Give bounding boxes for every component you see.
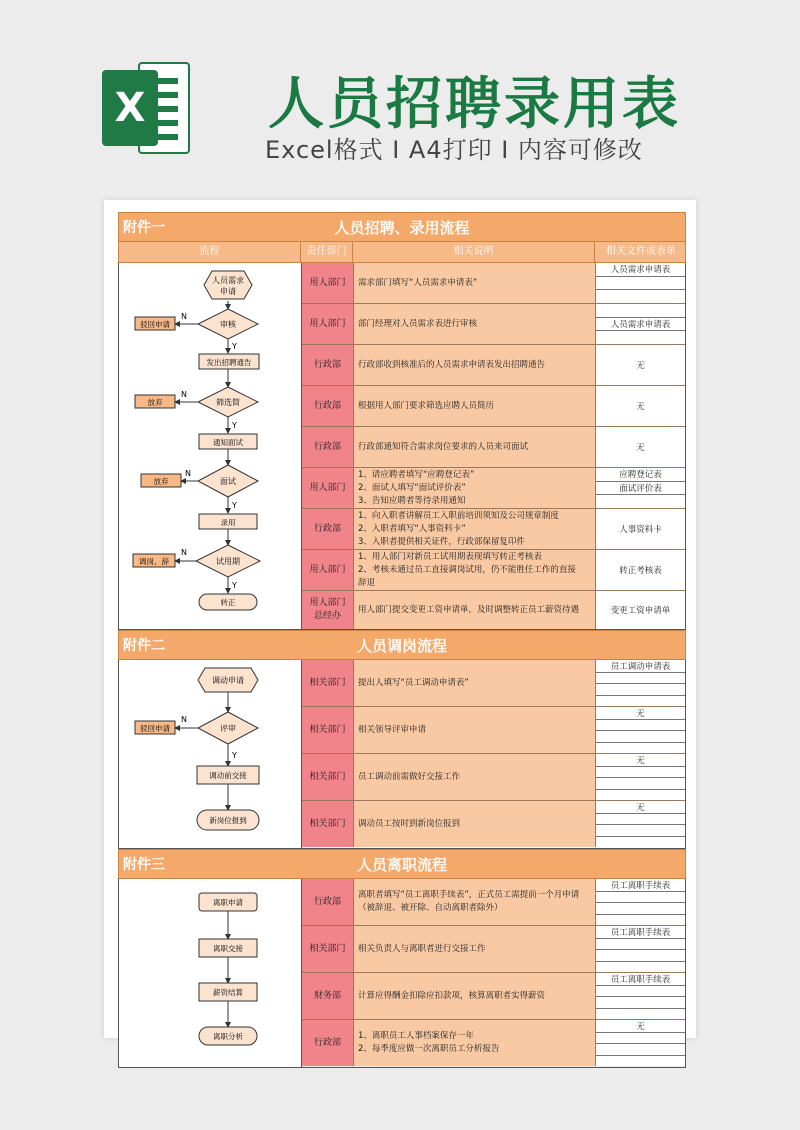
- docs-cell: [596, 754, 685, 800]
- dept-cell: 相关部门: [302, 801, 354, 847]
- table-row: [302, 263, 685, 304]
- dept-cell: 行政部: [302, 345, 354, 385]
- desc-line: 需求部门填写“人员需求申请表”: [358, 277, 478, 288]
- flow-reject: 驳回申请: [140, 724, 170, 733]
- col-desc: 相关说明: [353, 242, 595, 262]
- doc-entry: 面试评价表: [596, 482, 685, 496]
- doc-entry: 人员需求申请表: [596, 318, 685, 332]
- flow-report: 新岗位报到: [209, 816, 247, 825]
- doc-entry: [596, 939, 685, 950]
- svg-text:N: N: [181, 390, 187, 399]
- doc-entry: [596, 986, 685, 997]
- rows-recruit: [302, 263, 685, 629]
- svg-text:Y: Y: [232, 751, 237, 760]
- svg-text:Y: Y: [232, 342, 237, 351]
- desc-line: 计算应得酬金扣除应扣款项，核算离职者实得薪资: [358, 990, 546, 1001]
- rows-transfer: [302, 660, 685, 848]
- section-header-2: [118, 630, 686, 660]
- docs-cell: [596, 591, 685, 629]
- page-header: [0, 0, 800, 200]
- doc-entry: [596, 304, 685, 318]
- flow-analysis: 离职分析: [213, 1032, 243, 1041]
- section-label: 附件一: [123, 220, 165, 236]
- svg-text:Y: Y: [232, 421, 237, 430]
- section-label: 附件三: [123, 857, 165, 873]
- desc-line: 用人部门提交变更工资申请单，及时调整转正员工薪资待遇: [358, 604, 580, 615]
- docs-cell: [596, 879, 685, 925]
- docs-cell: [596, 707, 685, 753]
- flowchart-recruit: [119, 263, 302, 629]
- dept-cell: 用人部门: [302, 468, 354, 508]
- dept-cell: 行政部: [302, 386, 354, 426]
- desc-cell: [354, 707, 596, 753]
- doc-entry: 无: [596, 707, 685, 720]
- table-row: [302, 427, 685, 468]
- docs-cell: [596, 427, 685, 467]
- table-row: [302, 754, 685, 801]
- desc-line: 员工调动前需做好交接工作: [358, 771, 461, 782]
- flow-start: 离职申请: [213, 898, 243, 907]
- rows-resign: [302, 879, 685, 1067]
- doc-entry: [596, 825, 685, 836]
- table-row: [302, 304, 685, 345]
- dept-cell: 相关部门: [302, 926, 354, 972]
- section-header-3: [118, 849, 686, 879]
- desc-line: 1、用人部门对新员工试用期表现填写转正考核表: [358, 551, 542, 562]
- svg-text:N: N: [181, 312, 187, 321]
- doc-entry: [596, 1044, 685, 1055]
- page-title: 人员招聘录用表: [268, 72, 681, 137]
- desc-cell: [354, 386, 596, 426]
- doc-entry: [596, 778, 685, 789]
- doc-entry: [596, 767, 685, 778]
- docs-cell: [596, 304, 685, 344]
- section-header-1: [118, 212, 686, 242]
- doc-entry: [596, 814, 685, 825]
- desc-line: 提出人填写“员工调动申请表”: [358, 677, 469, 688]
- dept-cell: 相关部门: [302, 660, 354, 706]
- flow-giveup-1: 放弃: [147, 398, 163, 407]
- docs-cell: [596, 509, 685, 549]
- flow-screen: 筛选简: [216, 398, 240, 407]
- flow-review: 审核: [220, 320, 236, 329]
- section-body-1: [118, 263, 686, 630]
- flow-settle: 薪资结算: [213, 988, 243, 997]
- table-row: [302, 509, 685, 550]
- docs-cell: [596, 926, 685, 972]
- docs-cell: [596, 345, 685, 385]
- desc-cell: [354, 263, 596, 303]
- col-dept: 责任部门: [301, 242, 353, 262]
- flow-regular: 转正: [220, 598, 236, 607]
- doc-entry: 无: [596, 801, 685, 814]
- table-row: [302, 1020, 685, 1066]
- desc-line: 3、告知应聘者等待录用通知: [358, 495, 466, 506]
- dept-cell: 行政部: [302, 879, 354, 925]
- docs-cell: [596, 263, 685, 303]
- doc-entry: [596, 277, 685, 291]
- desc-line: 2、每季度应做一次离职员工分析报告: [358, 1044, 500, 1054]
- flow-probation: 试用期: [216, 557, 240, 566]
- desc-line: （被辞退、被开除、自动离职者除外）: [358, 903, 503, 913]
- desc-line: 离职者填写“员工离职手续表”，正式员工需提前一个月申请: [358, 890, 580, 900]
- table-row: [302, 345, 685, 386]
- dept-cell: 行政部: [302, 509, 354, 549]
- doc-entry: [596, 720, 685, 731]
- dept-cell: 用人部门: [302, 263, 354, 303]
- table-row: [302, 468, 685, 509]
- doc-entry: [596, 1033, 685, 1044]
- desc-line: 相关负责人与离职者进行交接工作: [358, 943, 486, 954]
- dept-cell: 相关部门: [302, 707, 354, 753]
- svg-text:N: N: [185, 469, 191, 478]
- doc-entry: [596, 790, 685, 800]
- flow-giveup-2: 放弃: [153, 477, 169, 486]
- doc-entry: 无: [596, 1020, 685, 1033]
- flow-start-line1: 人员需求: [212, 276, 244, 285]
- docs-cell: [596, 801, 685, 847]
- desc-line: 1、请应聘者填写“应聘登记表”: [358, 469, 475, 480]
- flowchart-resign: [119, 879, 302, 1067]
- table-row: [302, 660, 685, 707]
- doc-entry: [596, 997, 685, 1008]
- desc-line: 部门经理对人员需求表进行审核: [358, 318, 478, 329]
- docs-cell: [596, 660, 685, 706]
- svg-text:Y: Y: [232, 501, 237, 510]
- flow-start: 调动申请: [212, 676, 244, 685]
- table-row: [302, 591, 685, 629]
- table-row: [302, 973, 685, 1020]
- desc-cell: [354, 879, 596, 925]
- excel-logo-icon: X: [102, 62, 190, 154]
- dept-cell: 用人部门 总经办: [302, 591, 354, 629]
- desc-line: 2、考核未通过员工直接调岗试用，仍不能胜任工作的直接: [358, 564, 576, 575]
- desc-line: 调动员工按时到新岗位报到: [358, 818, 461, 829]
- doc-entry: 无: [596, 754, 685, 767]
- desc-line: 行政部收到核准后的人员需求申请表发出招聘通告: [358, 359, 546, 370]
- doc-entry: 无: [636, 402, 645, 412]
- doc-entry: [596, 495, 685, 508]
- docs-cell: [596, 973, 685, 1019]
- desc-cell: [354, 304, 596, 344]
- table-row: [302, 386, 685, 427]
- desc-cell: [354, 591, 596, 629]
- svg-text:N: N: [181, 548, 187, 557]
- table-row: [302, 879, 685, 926]
- doc-entry: [596, 903, 685, 914]
- desc-line: 行政部通知符合需求岗位要求的人员来司面试: [358, 441, 529, 452]
- doc-entry: 人事资料卡: [619, 525, 662, 535]
- dept-cell: 行政部: [302, 1020, 354, 1066]
- col-flow: 流程: [119, 242, 301, 262]
- desc-cell: [354, 1020, 596, 1066]
- desc-cell: [354, 973, 596, 1019]
- doc-entry: [596, 696, 685, 706]
- table-row: [302, 926, 685, 973]
- flow-handover: 离职交接: [213, 944, 243, 953]
- desc-cell: [354, 926, 596, 972]
- doc-entry: [596, 950, 685, 961]
- flow-handover: 调动前交接: [209, 771, 247, 780]
- section-body-2: [118, 660, 686, 849]
- spreadsheet: [118, 212, 686, 1068]
- flow-reject: 驳回申请: [140, 320, 170, 329]
- desc-cell: [354, 345, 596, 385]
- svg-text:N: N: [181, 715, 187, 724]
- flow-hire: 录用: [220, 518, 236, 527]
- flow-start-line2: 申请: [220, 287, 236, 296]
- doc-entry: 应聘登记表: [596, 468, 685, 482]
- desc-cell: [354, 550, 596, 590]
- flow-interview: 面试: [220, 477, 236, 486]
- doc-entry: 转正考核表: [619, 566, 662, 576]
- section-body-3: [118, 879, 686, 1068]
- doc-entry: [596, 684, 685, 695]
- desc-line: 2、入职者填写“人事资料卡”: [358, 523, 466, 534]
- section-label: 附件二: [123, 638, 165, 654]
- desc-line: 1、离职员工人事档案保存一年: [358, 1031, 474, 1041]
- section-title: 人员招聘、录用流程: [334, 218, 470, 237]
- doc-entry: 员工离职手续表: [596, 973, 685, 986]
- desc-line: 2、面试人填写“面试评价表”: [358, 482, 466, 493]
- flowchart-transfer: [119, 660, 302, 848]
- dept-cell: 用人部门: [302, 304, 354, 344]
- doc-entry: 变更工资申请单: [610, 606, 671, 616]
- docs-cell: [596, 550, 685, 590]
- doc-entry: 员工调动申请表: [596, 660, 685, 673]
- desc-line: 根据用人部门要求筛选应聘人员简历: [358, 400, 495, 411]
- desc-cell: [354, 427, 596, 467]
- doc-entry: [596, 962, 685, 972]
- page-subtitle: Excel格式 I A4打印 I 内容可修改: [265, 136, 643, 164]
- table-row: [302, 707, 685, 754]
- desc-cell: [354, 754, 596, 800]
- section-title: 人员调岗流程: [356, 636, 447, 655]
- doc-entry: [596, 331, 685, 344]
- doc-entry: 员工离职手续表: [596, 926, 685, 939]
- desc-line: 辞退: [358, 577, 376, 588]
- dept-cell: 相关部门: [302, 754, 354, 800]
- desc-cell: [354, 801, 596, 847]
- section-title: 人员离职流程: [356, 855, 447, 874]
- docs-cell: [596, 1020, 685, 1066]
- table-row: [302, 550, 685, 591]
- doc-entry: 无: [636, 361, 645, 371]
- column-headers: [118, 242, 686, 263]
- doc-entry: 人员需求申请表: [596, 263, 685, 277]
- flow-notify: 通知面试: [213, 438, 243, 447]
- dept-cell: 行政部: [302, 427, 354, 467]
- desc-cell: [354, 660, 596, 706]
- flow-transfer: 调岗、辞: [139, 557, 169, 566]
- document-preview: [104, 200, 696, 1054]
- doc-entry: [596, 1056, 685, 1066]
- desc-cell: [354, 468, 596, 508]
- doc-entry: 无: [636, 443, 645, 453]
- desc-cell: [354, 509, 596, 549]
- desc-line: 3、入职者提供相关证件，行政部保留复印件: [358, 536, 525, 547]
- flow-publish: 发出招聘通告: [206, 358, 252, 367]
- flow-review: 评审: [220, 724, 236, 733]
- docs-cell: [596, 468, 685, 508]
- doc-entry: [596, 731, 685, 742]
- svg-text:Y: Y: [232, 581, 237, 590]
- doc-entry: 员工离职手续表: [596, 879, 685, 892]
- docs-cell: [596, 386, 685, 426]
- dept-cell: 财务部: [302, 973, 354, 1019]
- desc-line: 1、向入职者讲解员工入职前培训须知及公司规章制度: [358, 510, 559, 521]
- dept-cell: 用人部门: [302, 550, 354, 590]
- doc-entry: [596, 915, 685, 925]
- doc-entry: [596, 290, 685, 303]
- doc-entry: [596, 1009, 685, 1019]
- col-docs: 相关文件或表单: [606, 246, 676, 257]
- desc-line: 相关领导评审申请: [358, 724, 427, 735]
- doc-entry: [596, 892, 685, 903]
- doc-entry: [596, 673, 685, 684]
- table-row: [302, 801, 685, 847]
- doc-entry: [596, 743, 685, 753]
- doc-entry: [596, 837, 685, 847]
